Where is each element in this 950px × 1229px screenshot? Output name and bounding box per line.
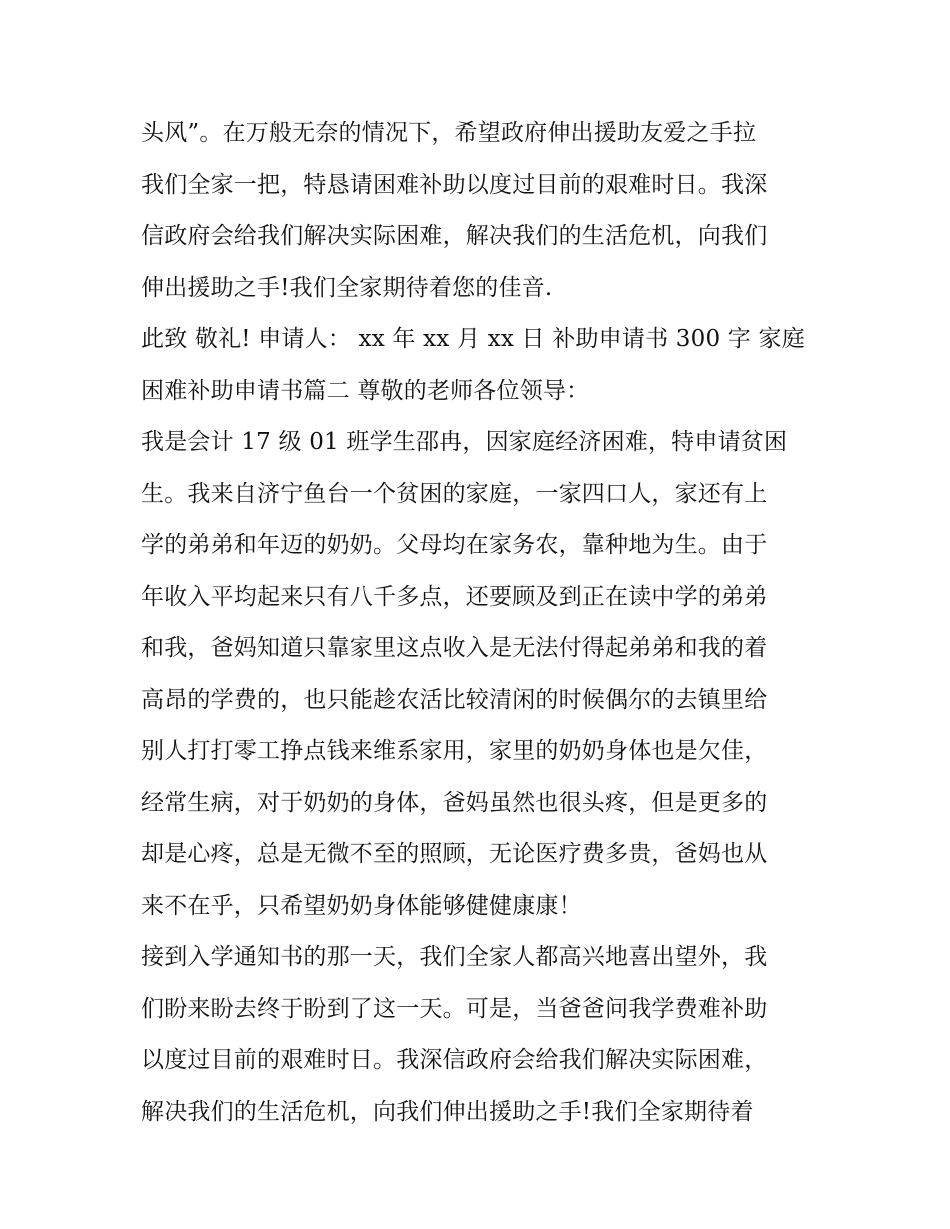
text-line: 以度过目前的艰难时日。我深信政府会给我们解决实际困难， [141,1047,768,1073]
text-line: 接到入学通知书的那一天，我们全家人都高兴地喜出望外，我 [141,944,768,970]
text-line: 学的弟弟和年迈的奶奶。父母均在家务农，靠种地为生。由于 [141,532,768,558]
text-line: 别人打打零工挣点钱来维系家用，家里的奶奶身体也是欠佳， [141,738,768,764]
text-line: 们盼来盼去终于盼到了这一天。可是，当爸爸问我学费难补助 [141,995,768,1022]
text-line: 年收入平均起来只有八千多点，还要顾及到正在读中学的弟弟 [141,583,768,610]
text-line: 此致 敬礼! 申请人： xx 年 xx 月 xx 日 补助申请书 300 字 家庭 [141,326,805,352]
text-line: 高昂的学费的，也只能趁农活比较清闲的时候偶尔的去镇里给 [141,686,768,713]
text-line: 生。我来自济宁鱼台一个贫困的家庭，一家四口人，家还有上 [141,480,768,507]
text-line: 信政府会给我们解决实际困难，解决我们的生活危机，向我们 [141,223,768,249]
text-line: 来不在乎，只希望奶奶身体能够健健康康！ [141,892,582,919]
text-line: 伸出援助之手!我们全家期待着您的佳音. [141,274,553,301]
text-line: 困难补助申请书篇二 尊敬的老师各位领导： [141,377,590,404]
text-line: 解决我们的生活危机，向我们伸出援助之手!我们全家期待着 [141,1098,754,1125]
text-line: 我们全家一把，特恳请困难补助以度过目前的艰难时日。我深 [141,171,768,198]
text-line: 却是心疼，总是无微不至的照顾，无论医疗费多贵，爸妈也从 [141,841,768,867]
text-line: 和我，爸妈知道只靠家里这点收入是无法付得起弟弟和我的着 [141,635,768,661]
document-body [141,108,821,1138]
text-line: 头风”。在万般无奈的情况下，希望政府伸出援助友爱之手拉 [141,120,757,146]
text-line: 我是会计 17 级 01 班学生邵冉，因家庭经济困难，特申请贫困 [141,429,788,455]
text-line: 经常生病，对于奶奶的身体，爸妈虽然也很头疼，但是更多的 [141,789,768,816]
